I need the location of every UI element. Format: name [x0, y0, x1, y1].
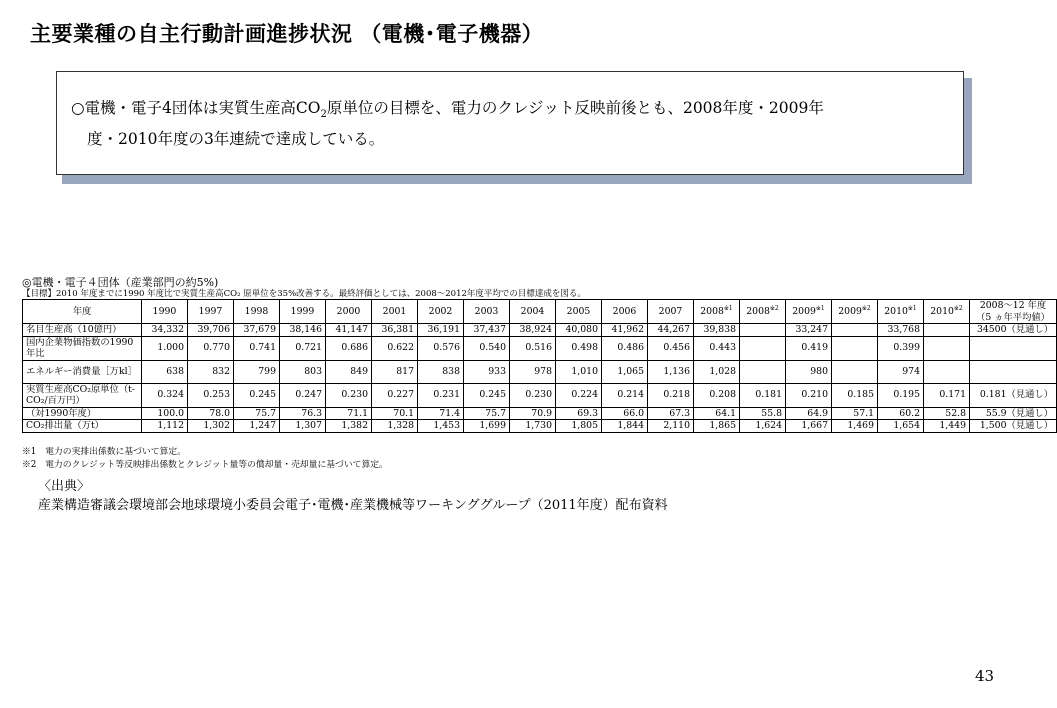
- data-cell: 0.218: [648, 383, 694, 407]
- header-year-cell: 2009$^{※1}$: [786, 300, 832, 324]
- data-cell: 2,110: [648, 420, 694, 433]
- data-cell: 817: [372, 360, 418, 383]
- table-header-row: [23, 300, 1057, 324]
- data-cell: 1,065: [602, 360, 648, 383]
- data-cell: [924, 360, 970, 383]
- data-cell: 100.0: [142, 407, 188, 420]
- data-cell: 803: [280, 360, 326, 383]
- header-year-cell: 2005: [556, 300, 602, 324]
- average-cell: 1,500（見通し）: [970, 420, 1057, 433]
- data-cell: 0.245: [234, 383, 280, 407]
- data-cell: 0.686: [326, 336, 372, 360]
- data-cell: 37,437: [464, 324, 510, 337]
- data-cell: [740, 324, 786, 337]
- data-cell: 0.399: [878, 336, 924, 360]
- data-cell: [832, 336, 878, 360]
- summary-line-1: ○電機・電子4団体は実質生産高$CO_2$原単位の目標を、電力のクレジット反映前後とも、2008年度・2009年: [71, 99, 824, 121]
- data-cell: 0.721: [280, 336, 326, 360]
- data-cell: 1,112: [142, 420, 188, 433]
- data-cell: 0.247: [280, 383, 326, 407]
- data-cell: [832, 360, 878, 383]
- data-cell: 0.324: [142, 383, 188, 407]
- data-cell: 1,469: [832, 420, 878, 433]
- data-cell: 832: [188, 360, 234, 383]
- header-year-cell: 2009$^{※2}$: [832, 300, 878, 324]
- data-cell: 638: [142, 360, 188, 383]
- data-cell: 60.2: [878, 407, 924, 420]
- data-cell: 1,010: [556, 360, 602, 383]
- target-note: 【目標】2010 年度までに1990 年度比で実質生産高CO₂ 原単位を35%改善する。最終評価としては、2008～2012年度平均での目標達成を図る。: [22, 289, 586, 299]
- data-cell: 39,706: [188, 324, 234, 337]
- data-cell: 64.9: [786, 407, 832, 420]
- data-cell: 64.1: [694, 407, 740, 420]
- data-cell: 70.1: [372, 407, 418, 420]
- data-cell: 0.214: [602, 383, 648, 407]
- footnote-2: ※2 電力のクレジット等反映排出係数とクレジット量等の償却量・売却量に基づいて算定。: [22, 460, 388, 470]
- data-cell: 1,247: [234, 420, 280, 433]
- data-cell: 0.576: [418, 336, 464, 360]
- data-cell: 40,080: [556, 324, 602, 337]
- header-year-cell: 1997: [188, 300, 234, 324]
- data-cell: 1.000: [142, 336, 188, 360]
- average-cell: [970, 336, 1057, 360]
- data-cell: 0.230: [510, 383, 556, 407]
- data-cell: 1,865: [694, 420, 740, 433]
- data-cell: 71.4: [418, 407, 464, 420]
- data-cell: 0.245: [464, 383, 510, 407]
- data-cell: 974: [878, 360, 924, 383]
- data-cell: 1,302: [188, 420, 234, 433]
- header-year-cell: 1998: [234, 300, 280, 324]
- header-year-cell: 2010$^{※2}$: [924, 300, 970, 324]
- data-cell: 0.516: [510, 336, 556, 360]
- data-cell: 70.9: [510, 407, 556, 420]
- header-year-cell: 2007: [648, 300, 694, 324]
- data-cell: 0.456: [648, 336, 694, 360]
- data-cell: 980: [786, 360, 832, 383]
- data-cell: 1,699: [464, 420, 510, 433]
- data-cell: 55.8: [740, 407, 786, 420]
- data-cell: 838: [418, 360, 464, 383]
- progress-table: [22, 299, 1057, 433]
- data-cell: 849: [326, 360, 372, 383]
- page-number: 43: [975, 667, 995, 685]
- average-cell: 34500（見通し）: [970, 324, 1057, 337]
- summary-line-2: 度・2010年度の3年連続で達成している。: [87, 130, 385, 149]
- header-year-cell: 2004: [510, 300, 556, 324]
- data-cell: 1,654: [878, 420, 924, 433]
- data-cell: 0.741: [234, 336, 280, 360]
- table-row: [23, 336, 1057, 360]
- data-cell: 36,191: [418, 324, 464, 337]
- data-cell: 0.230: [326, 383, 372, 407]
- data-cell: 0.231: [418, 383, 464, 407]
- data-cell: 1,449: [924, 420, 970, 433]
- header-year-cell: 2002: [418, 300, 464, 324]
- data-cell: 39,838: [694, 324, 740, 337]
- header-year-cell: 2008$^{※1}$: [694, 300, 740, 324]
- data-cell: 0.419: [786, 336, 832, 360]
- data-cell: 34,332: [142, 324, 188, 337]
- header-year-cell: 2006: [602, 300, 648, 324]
- data-cell: 38,924: [510, 324, 556, 337]
- row-label: エネルギー消費量［万kl］: [23, 360, 142, 383]
- row-label: 名目生産高（10億円）: [23, 324, 142, 337]
- data-cell: 78.0: [188, 407, 234, 420]
- data-cell: [924, 324, 970, 337]
- data-cell: 0.540: [464, 336, 510, 360]
- header-year-cell: 1990: [142, 300, 188, 324]
- average-cell: 0.181（見通し）: [970, 383, 1057, 407]
- data-cell: 0.208: [694, 383, 740, 407]
- table-row: [23, 420, 1057, 433]
- data-cell: 41,147: [326, 324, 372, 337]
- data-cell: 75.7: [234, 407, 280, 420]
- data-cell: 1,028: [694, 360, 740, 383]
- data-cell: 1,328: [372, 420, 418, 433]
- row-label: （対1990年度）: [23, 407, 142, 420]
- header-average-cell: 2008～12 年度 （5 ヵ年平均値）: [970, 300, 1057, 324]
- data-cell: 76.3: [280, 407, 326, 420]
- industry-header: ◎電機・電子４団体（産業部門の約5%): [22, 276, 219, 289]
- page-title: 主要業種の自主行動計画進捗状況 （電機･電子機器）: [30, 22, 544, 46]
- data-cell: 0.181: [740, 383, 786, 407]
- data-cell: 0.224: [556, 383, 602, 407]
- data-cell: 1,844: [602, 420, 648, 433]
- header-year-cell: 2000: [326, 300, 372, 324]
- table-row: [23, 324, 1057, 337]
- table-row: [23, 407, 1057, 420]
- data-cell: 0.253: [188, 383, 234, 407]
- header-year-cell: 2003: [464, 300, 510, 324]
- row-label: 実質生産高CO₂原単位（t-CO₂/百万円）: [23, 383, 142, 407]
- data-cell: 0.486: [602, 336, 648, 360]
- header-year-cell: 2001: [372, 300, 418, 324]
- data-cell: 0.195: [878, 383, 924, 407]
- footnote-1: ※1 電力の実排出係数に基づいて算定。: [22, 447, 186, 457]
- data-cell: 38,146: [280, 324, 326, 337]
- summary-box: [56, 71, 964, 175]
- data-cell: 52.8: [924, 407, 970, 420]
- data-cell: 57.1: [832, 407, 878, 420]
- data-cell: 799: [234, 360, 280, 383]
- header-year-cell: 2008$^{※2}$: [740, 300, 786, 324]
- data-cell: 66.0: [602, 407, 648, 420]
- data-cell: 37,679: [234, 324, 280, 337]
- data-cell: [740, 360, 786, 383]
- data-cell: 33,768: [878, 324, 924, 337]
- citation: [38, 477, 668, 515]
- data-cell: 1,667: [786, 420, 832, 433]
- data-cell: 1,730: [510, 420, 556, 433]
- header-year-cell: 2010$^{※1}$: [878, 300, 924, 324]
- data-cell: 1,307: [280, 420, 326, 433]
- data-cell: 0.770: [188, 336, 234, 360]
- data-cell: 1,805: [556, 420, 602, 433]
- header-year-cell: 1999: [280, 300, 326, 324]
- citation-text: 産業構造審議会環境部会地球環境小委員会電子･電機･産業機械等ワーキンググループ（2011年度）配布資料: [38, 498, 668, 513]
- data-cell: 41,962: [602, 324, 648, 337]
- data-cell: 71.1: [326, 407, 372, 420]
- data-cell: 0.227: [372, 383, 418, 407]
- data-cell: 0.185: [832, 383, 878, 407]
- data-cell: [740, 336, 786, 360]
- data-cell: 67.3: [648, 407, 694, 420]
- data-cell: 75.7: [464, 407, 510, 420]
- data-cell: 0.443: [694, 336, 740, 360]
- citation-label: 〈出典〉: [38, 479, 91, 494]
- average-cell: [970, 360, 1057, 383]
- average-cell: 55.9（見通し）: [970, 407, 1057, 420]
- row-label: 国内企業物価指数の1990年比: [23, 336, 142, 360]
- table-row: [23, 383, 1057, 407]
- data-cell: 0.622: [372, 336, 418, 360]
- data-cell: 0.171: [924, 383, 970, 407]
- data-cell: 1,382: [326, 420, 372, 433]
- data-cell: 44,267: [648, 324, 694, 337]
- data-cell: 36,381: [372, 324, 418, 337]
- row-label: CO₂排出量（万t）: [23, 420, 142, 433]
- data-cell: 978: [510, 360, 556, 383]
- data-cell: 33,247: [786, 324, 832, 337]
- header-label-cell: 年度: [23, 300, 142, 324]
- data-cell: 69.3: [556, 407, 602, 420]
- table-row: [23, 360, 1057, 383]
- data-cell: 1,624: [740, 420, 786, 433]
- data-cell: 933: [464, 360, 510, 383]
- data-cell: 0.210: [786, 383, 832, 407]
- data-cell: 0.498: [556, 336, 602, 360]
- data-cell: 1,136: [648, 360, 694, 383]
- data-cell: [924, 336, 970, 360]
- data-cell: [832, 324, 878, 337]
- data-cell: 1,453: [418, 420, 464, 433]
